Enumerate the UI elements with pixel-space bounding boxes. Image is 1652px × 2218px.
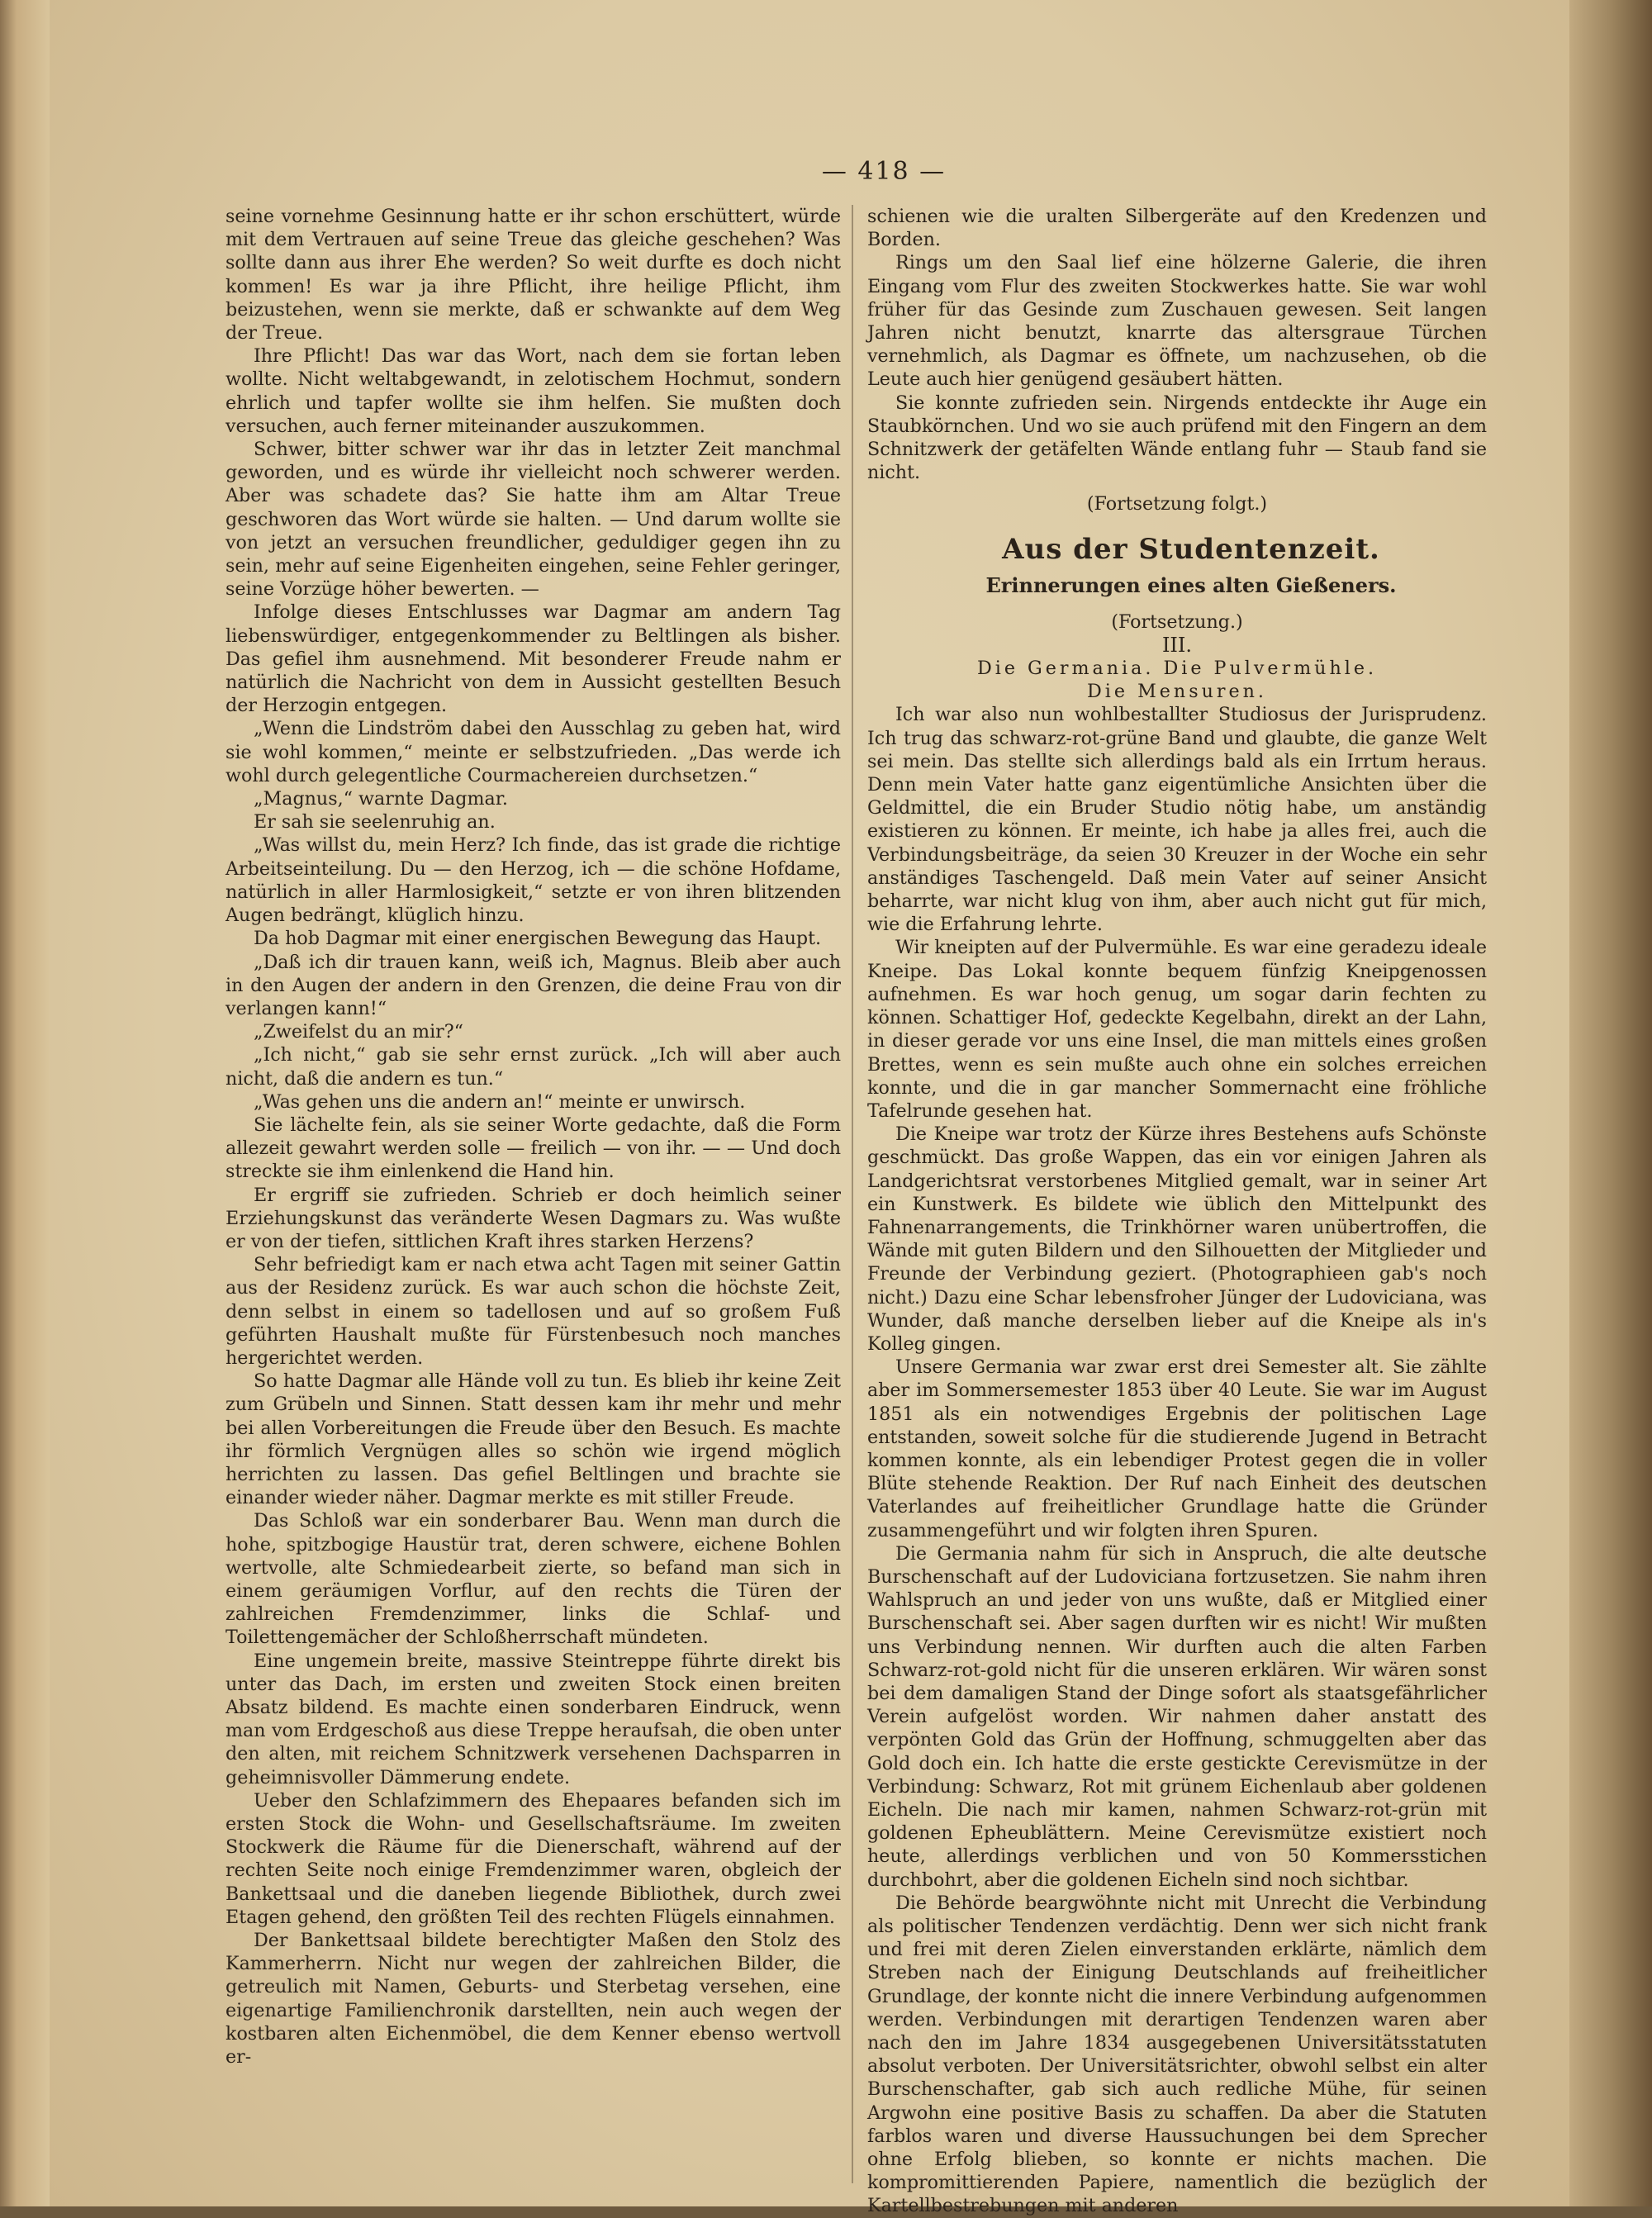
paragraph: Die Kneipe war trotz der Kürze ihres Bestehens aufs Schönste geschmückt. Das große Wappen, das ein vor einigen Jahren als Landgerichtsrat verstorbenes Mitglied gemalt, war in seiner Art ein Kunstwerk. Es bildete wie üblich den Mittelpunkt des Fahnenarrangements, die Trinkhörner waren unübertroffen, die Wände mit guten Bildern und den Silhouetten der Mitglieder und Freunde der Verbindung geziert. (Photographieen gab's noch nicht.) Dazu eine Schar lebensfroher Jünger der Ludoviciana, was Wunder, daß manche derselben lieber auf die Kneipe als in's Kolleg gingen. (867, 1123, 1487, 1355)
paragraph: Sie konnte zufrieden sein. Nirgends entdeckte ihr Auge ein Staubkörnchen. Und wo sie auch prüfend mit den Fingern an dem Schnitzwerk der getäfelten Wände entlang fuhr — Staub fand sie nicht. (867, 392, 1487, 484)
paragraph: „Magnus,“ warnte Dagmar. (254, 788, 508, 810)
column-divider (852, 205, 853, 2183)
paragraph: Infolge dieses Entschlusses war Dagmar am andern Tag liebenswürdiger, entgegenkommender zu Beltlingen als bisher. Das gefiel ihm ausnehmend. Mit besonderer Freude nahm er natürlich die Nachricht von dem in Aussicht gestellten Besuch der Herzogin entgegen. (225, 601, 841, 717)
section-title: Die Germania. Die Pulvermühle. (976, 658, 1378, 680)
paragraph: Die Germania nahm für sich in Anspruch, die alte deutsche Burschenschaft auf der Ludoviciana fortzusetzen. Sie nahm ihren Wahlspruch an und jeder von uns wußte, daß er Mitglied einer Burschenschaft sei. Aber sagen durften wir es nicht! Wir mußten uns Verbindung nennen. Wir durften auch die alten Farben Schwarz-rot-gold nicht für die unseren erklären. Wir wären sonst bei dem damaligen Stand der Dinge sofort als staatsgefährlicher Verein aufgelöst worden. Wir nahmen daher anstatt des verpönten Gold das Grün der Hoffnung, schmuggelten aber das Gold doch ein. Ich hatte die erste gestickte Cerevismütze in der Verbindung: Schwarz, Rot mit grünem Eichenlaub aber goldenen Eicheln. Die nach mir kamen, nahmen Schwarz-rot-grün mit goldenen Epheublättern. Meine Cerevismütze existiert noch heute, allerdings verblichen und von 50 Kommersstichen durchbohrt, aber die goldenen Eicheln sind noch sichtbar. (867, 1542, 1487, 1891)
paragraph: Er ergriff sie zufrieden. Schrieb er doch heimlich seiner Erziehungskunst das veränderte Wesen Dagmars zu. Was wußte er von der tiefen, sittlichen Kraft ihres starken Herzens? (225, 1184, 841, 1252)
paragraph: Sehr befriedigt kam er nach etwa acht Tagen mit seiner Gattin aus der Residenz zurück. Es war auch schon die höchste Zeit, denn selbst in einem so tadellosen und auf so großem Fuß geführten Haushalt mußte für Fürstenbesuch noch manches hergerichtet werden. (225, 1254, 841, 1369)
paragraph: Eine ungemein breite, massive Steintreppe führte direkt bis unter das Dach, im ersten und zweiten Stock einen breiten Absatz bildend. Es machte einen sonderbaren Eindruck, wenn man vom Erdgeschoß aus diese Treppe heraufsah, die oben unter den alten, mit reichem Schnitzwerk versehenen Dachsparren in geheimnisvoller Dämmerung endete. (225, 1650, 841, 1788)
paragraph: Der Bankettsaal bildete berechtigter Maßen den Stolz des Kammerherrn. Nicht nur wegen der zahlreichen Bilder, die getreulich mit Namen, Geburts- und Sterbetag versehen, eine eigenartige Familienchronik darstellten, nein auch wegen der kostbaren alten Eichenmöbel, die dem Kenner ebenso wertvoll er- (225, 1930, 841, 2068)
paragraph: Unsere Germania war zwar erst drei Semester alt. Sie zählte aber im Sommersemester 1853 über 40 Leute. Sie war im August 1851 als ein notwendiges Ergebnis der politischen Lage entstanden, soweit solche für die studierende Jugend in Betracht kommen konnte, als ein lebendiger Protest gegen die in voller Blüte stehende Reaktion. Der Ruf nach Einheit des deutschen Vaterlandes auf freiheitlicher Grundlage hatte die Gründer zusammengeführt und wir folgten ihren Spuren. (867, 1356, 1487, 1541)
paragraph: „Daß ich dir trauen kann, weiß ich, Magnus. Bleib aber auch in den Augen der andern in den Grenzen, die deine Frau von dir verlangen kann!“ (225, 951, 841, 1019)
paragraph: Da hob Dagmar mit einer energischen Bewegung das Haupt. (254, 928, 822, 950)
paragraph: Ihre Pflicht! Das war das Wort, nach dem sie fortan leben wollte. Nicht weltabgewandt, in zelotischem Hochmut, sondern ehrlich und tapfer wollte sie ihm helfen. Sie mußten doch versuchen, auch ferner miteinander auszukommen. (225, 345, 841, 437)
paragraph: So hatte Dagmar alle Hände voll zu tun. Es blieb ihr keine Zeit zum Grübeln und Sinnen. Statt dessen kam ihr mehr und mehr bei allen Vorbereitungen die Freude über den Besuch. Es machte ihr förmlich Vergnügen alles so schön wie irgend möglich herrichten zu lassen. Das gefiel Beltlingen und brachte sie einander wieder näher. Dagmar merkte es mit stiller Freude. (225, 1370, 841, 1509)
paragraph: Ueber den Schlafzimmern des Ehepaares befanden sich im ersten Stock die Wohn- und Gesellschaftsräume. Im zweiten Stockwerk die Räume für die Dienerschaft, während auf der rechten Seite noch einige Fremdenzimmer waren, obgleich der Bankettsaal und die daneben liegende Bibliothek, durch zwei Etagen gehend, den größten Teil des rechten Flügels einnahmen. (225, 1789, 841, 1928)
paragraph: Schwer, bitter schwer war ihr das in letzter Zeit manchmal geworden, und es würde ihr vielleicht noch schwerer werden. Aber was schadete das? Sie hatte ihm am Altar Treue geschworen das Wort würde sie halten. — Und darum wollte sie von jetzt an versuchen freundlicher, geduldiger gegen ihn zu sein, mehr auf seine Eigenheiten eingehen, seine Fehler geringer, seine Vorzüge höher bewerten. — (225, 439, 841, 601)
paragraph: „Ich nicht,“ gab sie sehr ernst zurück. „Ich will aber auch nicht, daß die andern es tun.“ (225, 1044, 841, 1090)
right-column (867, 205, 1487, 2218)
article-subtitle: Erinnerungen eines alten Gießeners. (985, 572, 1397, 597)
paragraph: Wir kneipten auf der Pulvermühle. Es war eine geradezu ideale Kneipe. Das Lokal konnte bequem fünfzig Kneipgenossen aufnehmen. Es war hoch genug, um sogar darin fechten zu können. Schattiger Hof, gedeckte Kegelbahn, direkt an der Lahn, in dieser gerade vor uns eine Insel, die man mittels eines großen Brettes, wenn es sein mußte auch ohne ein solches erreichen konnte, und die in gar mancher Sommernacht eine fröhliche Tafelrunde gesehen hat. (867, 937, 1487, 1122)
paragraph: schienen wie die uralten Silbergeräte auf den Kredenzen und Borden. (867, 206, 1487, 251)
section-number: III. (1161, 633, 1193, 657)
paragraph: Sie lächelte fein, als sie seiner Worte gedachte, daß die Form allezeit gewahrt werden solle — freilich — von ihr. — — Und doch streckte sie ihm einlenkend die Hand hin. (225, 1114, 841, 1183)
left-column (225, 205, 841, 2068)
paragraph: „Was willst du, mein Herz? Ich finde, das ist grade die richtige Arbeitseinteilung. Du — den Herzog, ich — die schöne Hofdame, natürlich in aller Harmlosigkeit,“ setzte er von ihren blitzenden Augen bedrängt, klüglich hinzu. (225, 834, 841, 927)
section-title-second-line: Die Mensuren. (1087, 681, 1267, 703)
paragraph: „Was gehen uns die andern an!“ meinte er unwirsch. (254, 1090, 746, 1113)
paragraph: „Wenn die Lindström dabei den Ausschlag zu geben hat, wird sie wohl kommen,“ meinte er selbstzufrieden. „Das werde ich wohl durch gelegentliche Courmachereien durchsetzen.“ (225, 718, 841, 786)
paragraph: Rings um den Saal lief eine hölzerne Galerie, die ihren Eingang vom Flur des zweiten Stockwerkes hatte. Sie war wohl früher für das Gesinde zum Zuschauen gewesen. Seit langen Jahren nicht benutzt, knarrte das altersgraue Türchen vernehmlich, als Dagmar es öffnete, um nachzusehen, ob die Leute auch hier genügend gesäubert hätten. (867, 252, 1487, 391)
to-be-continued: (Fortsetzung folgt.) (1086, 493, 1268, 515)
paragraph: Ich war also nun wohlbestallter Studiosus der Jurisprudenz. Ich trug das schwarz-rot-grüne Band und glaubte, die ganze Welt sei mein. Das stellte sich allerdings bald als ein Irrtum heraus. Denn mein Vater hatte ganz eigentümliche Ansichten über die Geldmittel, die ein Bruder Studio nötig habe, um anständig existieren zu können. Er meinte, ich habe ja alles frei, auch die Verbindungsbeiträge, da seien 30 Kreuzer in der Woche ein sehr anständiges Taschengeld. Daß mein Vater auf seiner Ansicht beharrte, war nicht klug von ihm, aber auch nicht gut für mich, wie die Erfahrung lehrte. (867, 704, 1487, 936)
article-continuation: (Fortsetzung.) (1111, 610, 1243, 633)
paragraph: „Zweifelst du an mir?“ (254, 1021, 464, 1043)
paragraph: Das Schloß war ein sonderbarer Bau. Wenn man durch die hohe, spitzbogige Haustür trat, deren schwere, eichene Bohlen wertvolle, alte Schmiedearbeit zierte, so befand man sich in einem geräumigen Vorflur, auf den rechts die Türen der zahlreichen Fremdenzimmer, links die Schlaf- und Toilettengemächer der Schloßherrschaft mündeten. (225, 1510, 841, 1649)
article-title: Aus der Studentenzeit. (1002, 532, 1380, 566)
paragraph: seine vornehme Gesinnung hatte er ihr schon erschüttert, würde mit dem Vertrauen auf seine Treue das gleiche geschehen? Was sollte dann aus ihrer Ehe werden? So weit durfte es doch nicht kommen! Es war ja ihre Pflicht, ihre heilige Pflicht, ihm beizustehen, wenn sie merkte, daß er schwankte auf dem Weg der Treue. (225, 206, 841, 344)
paragraph: Er sah sie seelenruhig an. (254, 811, 496, 834)
paragraph: Die Behörde beargwöhnte nicht mit Unrecht die Verbindung als politischer Tendenzen verdächtig. Denn wer sich nicht frank und frei mit deren Zielen einverstanden erklärte, nämlich dem Streben nach der Einigung Deutschlands auf freiheitlicher Grundlage, der konnte nicht die innere Verbindung aufgenommen werden. Verbindungen mit derartigen Tendenzen waren aber nach den im Jahre 1834 ausgegebenen Universitätsstatuten absolut verboten. Der Universitätsrichter, obwohl selbst ein alter Burschenschafter, gab sich auch redliche Mühe, für seinen Argwohn eine positive Basis zu schaffen. Da aber die Statuten farblos waren und diverse Haussuchungen bei dem Sprecher ohne Erfolg blieben, so konnte er nichts machen. Die kompromittierenden Papiere, namentlich die bezüglich der Kartellbestrebungen mit anderen (867, 1892, 1487, 2217)
page-number: — 418 — (821, 157, 947, 186)
